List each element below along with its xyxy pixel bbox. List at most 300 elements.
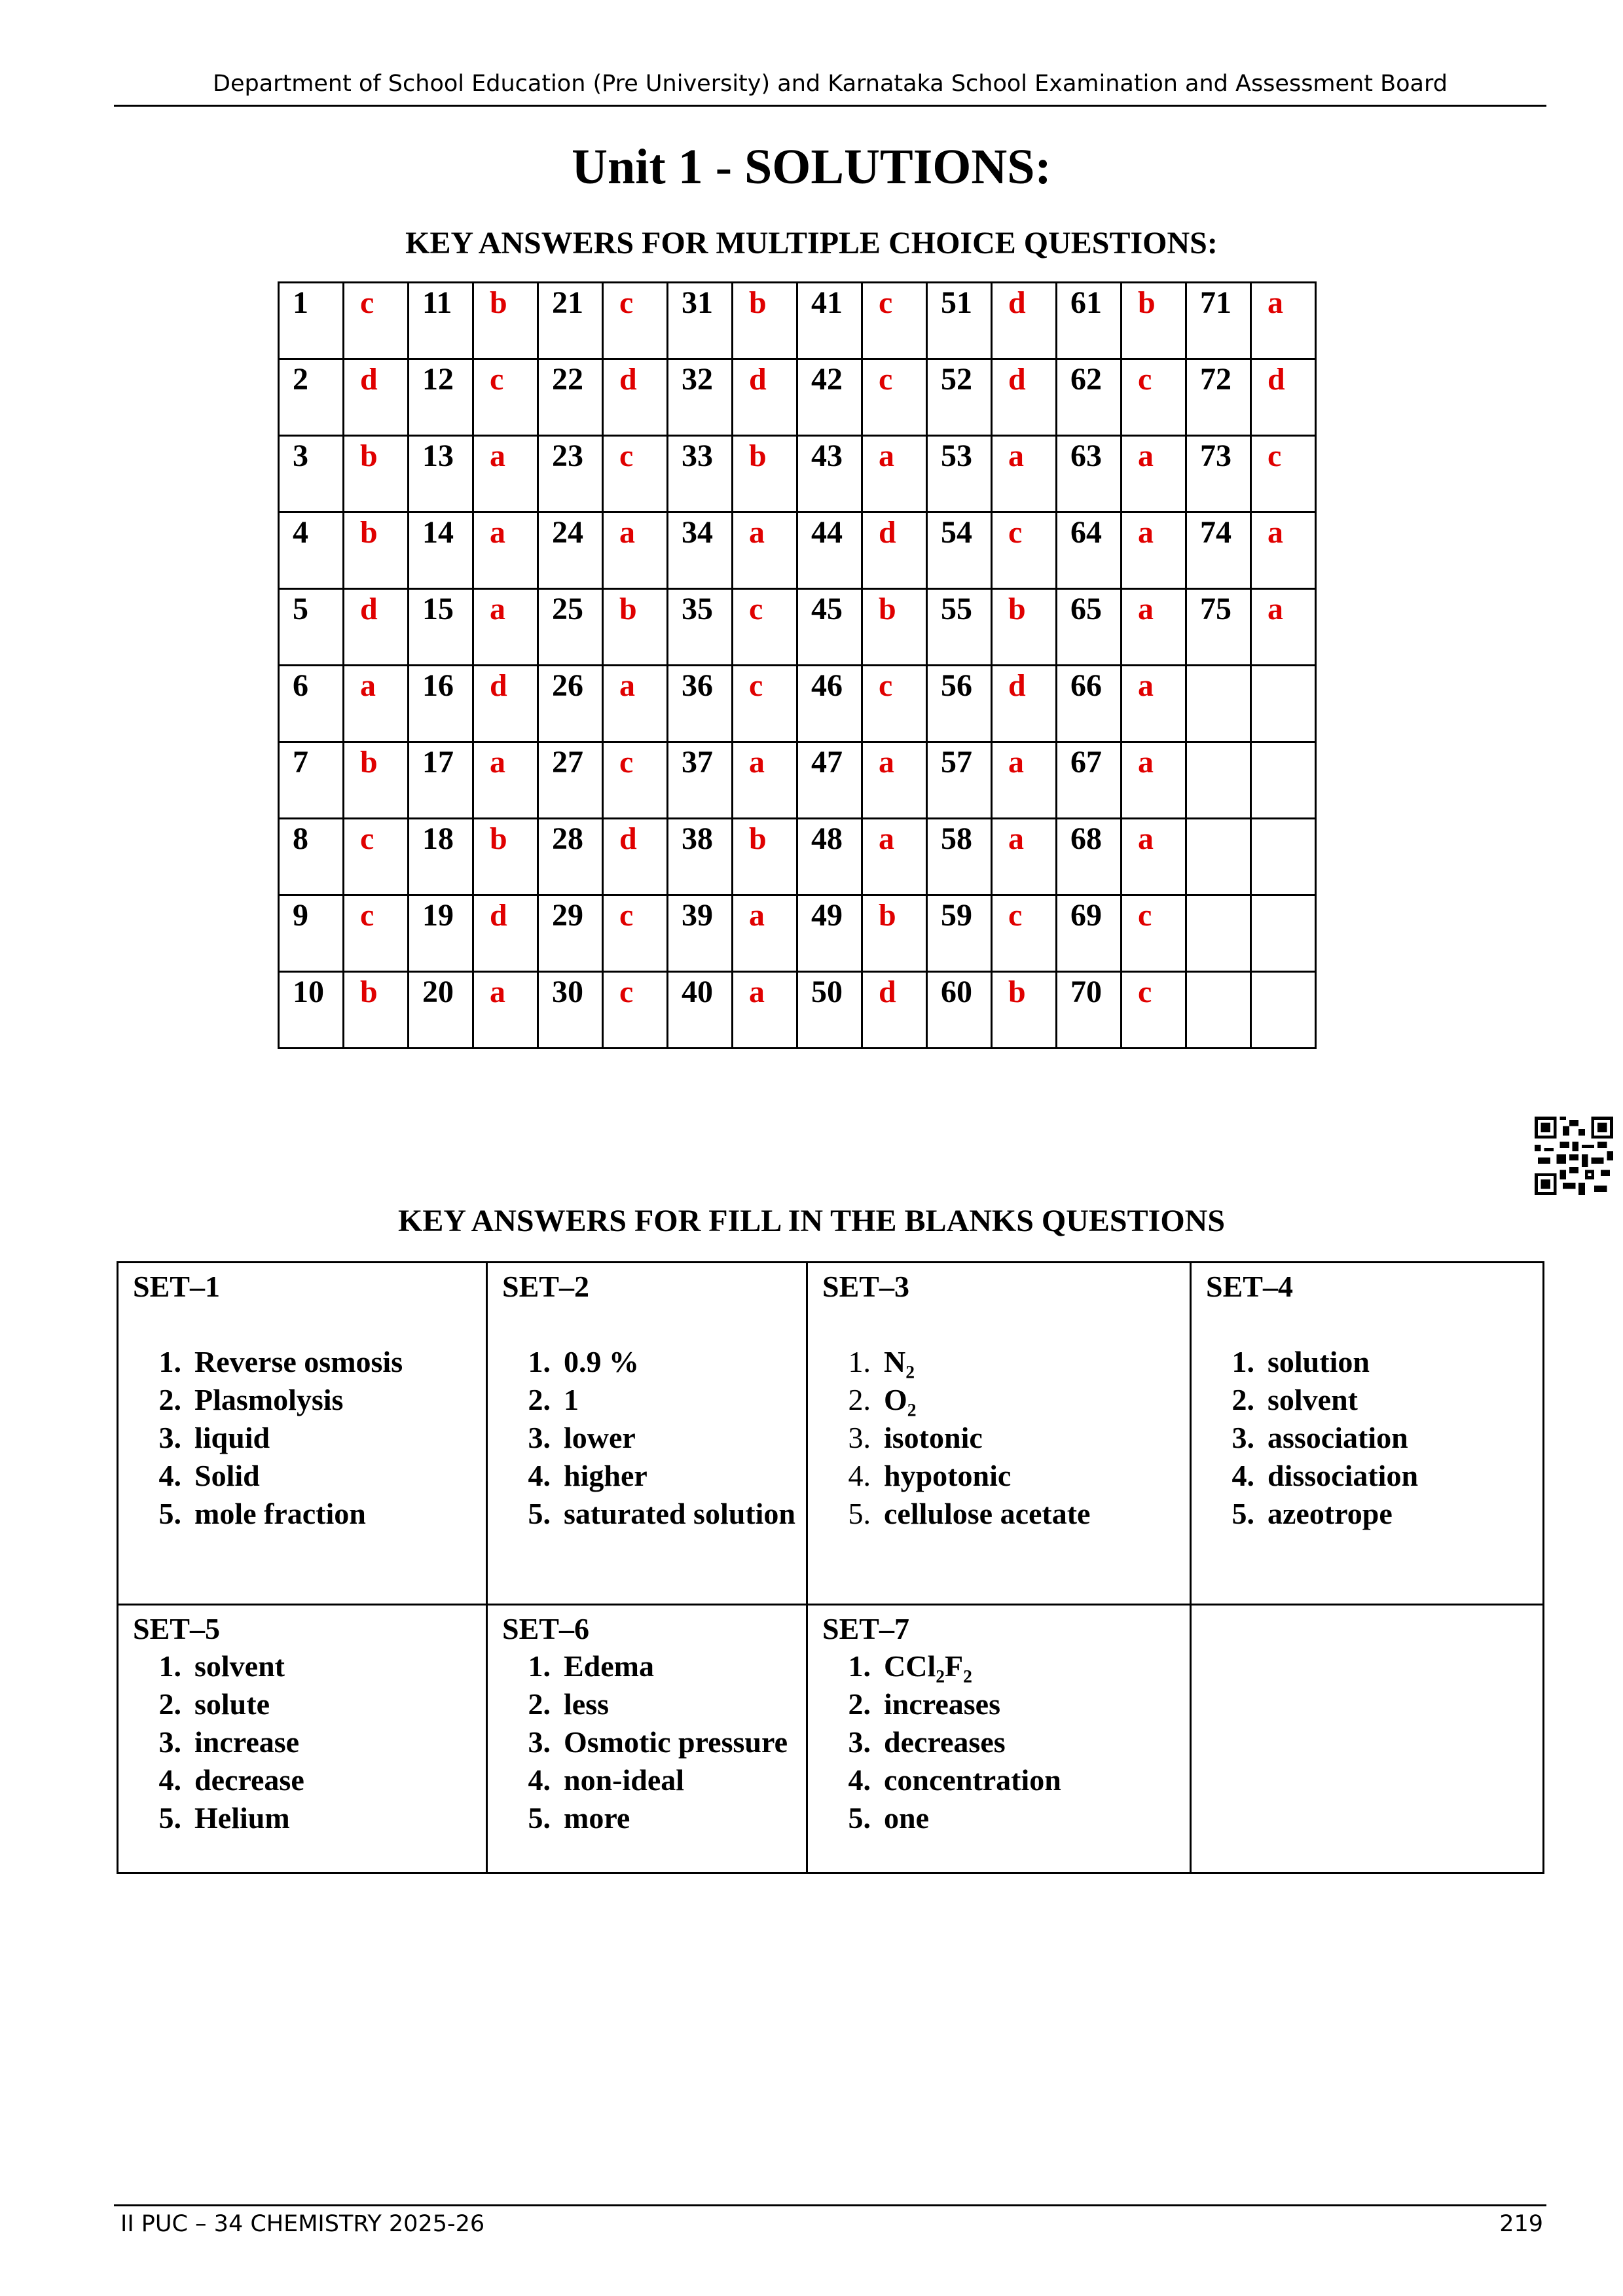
question-number: 17	[409, 742, 473, 819]
item-number: 3.	[1231, 1421, 1254, 1454]
item-number: 1.	[1231, 1345, 1254, 1378]
page-title: Unit 1 - SOLUTIONS:	[572, 139, 1051, 194]
item-text: CCl₂F₂	[884, 1649, 972, 1683]
answer-item	[822, 1381, 1190, 1419]
answer-option: a	[992, 742, 1057, 819]
question-number: 32	[668, 359, 733, 436]
answer-option: d	[344, 589, 409, 666]
answer-item	[502, 1799, 806, 1837]
question-number: 33	[668, 436, 733, 512]
answer-option: c	[862, 283, 927, 359]
item-text: saturated solution	[564, 1497, 795, 1530]
item-number: 1.	[528, 1345, 551, 1378]
fib-set-4	[1191, 1263, 1544, 1605]
answer-item	[822, 1685, 1190, 1723]
item-text: liquid	[194, 1421, 270, 1454]
item-text: azeotrope	[1267, 1497, 1393, 1530]
answer-option: d	[473, 666, 538, 742]
answer-item	[502, 1723, 806, 1761]
question-number: 31	[668, 283, 733, 359]
question-number: 57	[927, 742, 992, 819]
answer-list	[1206, 1343, 1542, 1533]
question-number: 13	[409, 436, 473, 512]
question-number: 34	[668, 512, 733, 589]
answer-option: a	[862, 742, 927, 819]
question-number: 69	[1057, 895, 1122, 972]
item-number: 1.	[158, 1345, 181, 1378]
answer-option: b	[1122, 283, 1186, 359]
answer-option: a	[344, 666, 409, 742]
answer-option: a	[1122, 436, 1186, 512]
set-title: SET–1	[133, 1270, 220, 1303]
set-title: SET–7	[822, 1612, 909, 1645]
answer-item	[133, 1761, 486, 1799]
answer-option: a	[1251, 589, 1316, 666]
answer-option: c	[344, 895, 409, 972]
item-text: cellulose acetate	[884, 1497, 1091, 1530]
answer-option: a	[733, 895, 797, 972]
item-text: higher	[564, 1459, 647, 1492]
question-number	[1186, 972, 1251, 1049]
question-number: 58	[927, 819, 992, 895]
question-number: 8	[279, 819, 344, 895]
mcq-row	[279, 972, 1316, 1049]
item-text: N₂	[884, 1345, 915, 1378]
question-number: 27	[538, 742, 603, 819]
question-number: 65	[1057, 589, 1122, 666]
answer-option: c	[862, 666, 927, 742]
answer-item	[822, 1457, 1190, 1495]
answer-option: c	[603, 895, 668, 972]
item-number: 4.	[158, 1763, 181, 1797]
answer-option: d	[992, 359, 1057, 436]
answer-item	[502, 1419, 806, 1457]
page-header: Department of School Education (Pre University) and Karnataka School Examination and Assessment Board	[213, 71, 1448, 97]
answer-option: b	[733, 436, 797, 512]
item-text: 0.9 %	[564, 1345, 639, 1378]
fib-set-1	[118, 1263, 487, 1605]
answer-option: a	[733, 742, 797, 819]
question-number: 50	[797, 972, 862, 1049]
answer-option: a	[733, 972, 797, 1049]
answer-option	[1251, 819, 1316, 895]
answer-item	[133, 1685, 486, 1723]
answer-option: c	[603, 972, 668, 1049]
answer-item	[502, 1647, 806, 1685]
item-number: 4.	[848, 1763, 871, 1797]
fib-empty-cell	[1191, 1605, 1544, 1873]
answer-option: a	[992, 819, 1057, 895]
question-number: 39	[668, 895, 733, 972]
question-number: 26	[538, 666, 603, 742]
item-number: 1.	[158, 1649, 181, 1683]
item-number: 2.	[1231, 1383, 1254, 1416]
item-number: 3.	[528, 1421, 551, 1454]
item-number: 4.	[528, 1459, 551, 1492]
item-text: Reverse osmosis	[194, 1345, 403, 1378]
question-number: 2	[279, 359, 344, 436]
question-number: 19	[409, 895, 473, 972]
question-number: 20	[409, 972, 473, 1049]
item-number: 2.	[528, 1687, 551, 1721]
question-number: 60	[927, 972, 992, 1049]
item-number: 5.	[528, 1801, 551, 1835]
answer-option: d	[344, 359, 409, 436]
mcq-row	[279, 589, 1316, 666]
item-text: Plasmolysis	[194, 1383, 344, 1416]
question-number: 56	[927, 666, 992, 742]
item-number: 4.	[848, 1459, 871, 1492]
answer-option: a	[603, 512, 668, 589]
question-number: 4	[279, 512, 344, 589]
answer-option: a	[992, 436, 1057, 512]
mcq-answer-table	[278, 281, 1317, 1049]
answer-option: d	[733, 359, 797, 436]
item-text: solvent	[194, 1649, 285, 1683]
item-number: 4.	[1231, 1459, 1254, 1492]
question-number: 68	[1057, 819, 1122, 895]
answer-list	[502, 1647, 806, 1837]
fib-heading: KEY ANSWERS FOR FILL IN THE BLANKS QUESTIONS	[397, 1204, 1226, 1238]
answer-item	[133, 1419, 486, 1457]
answer-option	[1251, 742, 1316, 819]
item-number: 3.	[158, 1725, 181, 1759]
question-number: 9	[279, 895, 344, 972]
question-number: 29	[538, 895, 603, 972]
set-title: SET–4	[1206, 1270, 1293, 1303]
item-text: concentration	[884, 1763, 1061, 1797]
answer-option: c	[992, 895, 1057, 972]
question-number: 71	[1186, 283, 1251, 359]
answer-option: a	[473, 972, 538, 1049]
answer-option: a	[1122, 742, 1186, 819]
item-number: 1.	[848, 1649, 871, 1683]
answer-option: a	[1251, 512, 1316, 589]
answer-option: d	[1251, 359, 1316, 436]
answer-option: a	[473, 436, 538, 512]
item-number: 2.	[848, 1383, 871, 1416]
fib-answer-table	[117, 1261, 1544, 1874]
answer-item	[133, 1799, 486, 1837]
question-number: 7	[279, 742, 344, 819]
question-number: 30	[538, 972, 603, 1049]
question-number: 18	[409, 819, 473, 895]
question-number	[1186, 666, 1251, 742]
answer-option	[1251, 666, 1316, 742]
answer-item	[502, 1761, 806, 1799]
question-number: 54	[927, 512, 992, 589]
answer-list	[133, 1343, 486, 1533]
question-number: 42	[797, 359, 862, 436]
answer-option: b	[344, 742, 409, 819]
answer-item	[502, 1685, 806, 1723]
item-text: Edema	[564, 1649, 654, 1683]
item-text: hypotonic	[884, 1459, 1012, 1492]
answer-item	[1206, 1495, 1542, 1533]
item-number: 4.	[528, 1763, 551, 1797]
answer-option: b	[862, 895, 927, 972]
page-number: 219	[1499, 2211, 1543, 2237]
answer-option: a	[733, 512, 797, 589]
question-number	[1186, 895, 1251, 972]
question-number: 12	[409, 359, 473, 436]
answer-option: b	[733, 283, 797, 359]
answer-option	[1251, 895, 1316, 972]
question-number: 45	[797, 589, 862, 666]
answer-option: c	[473, 359, 538, 436]
answer-option: c	[1122, 359, 1186, 436]
answer-option: d	[603, 819, 668, 895]
answer-option: a	[1122, 666, 1186, 742]
answer-item	[133, 1457, 486, 1495]
answer-option: a	[862, 819, 927, 895]
answer-option: d	[862, 972, 927, 1049]
question-number: 44	[797, 512, 862, 589]
answer-option: a	[862, 436, 927, 512]
question-number: 74	[1186, 512, 1251, 589]
item-text: Helium	[194, 1801, 290, 1835]
item-number: 4.	[158, 1459, 181, 1492]
answer-item	[822, 1799, 1190, 1837]
item-number: 2.	[848, 1687, 871, 1721]
answer-item	[133, 1723, 486, 1761]
question-number: 51	[927, 283, 992, 359]
answer-option: c	[603, 436, 668, 512]
answer-item	[133, 1343, 486, 1381]
mcq-row	[279, 895, 1316, 972]
qr-code-icon	[1535, 1117, 1613, 1195]
fib-set-6	[487, 1605, 807, 1873]
set-title: SET–5	[133, 1612, 220, 1645]
answer-option: c	[344, 283, 409, 359]
question-number: 70	[1057, 972, 1122, 1049]
footer-rule	[114, 2204, 1546, 2206]
answer-option: c	[1251, 436, 1316, 512]
question-number: 22	[538, 359, 603, 436]
question-number: 5	[279, 589, 344, 666]
answer-option: c	[344, 819, 409, 895]
mcq-row	[279, 819, 1316, 895]
answer-option: a	[1122, 819, 1186, 895]
answer-list	[822, 1343, 1190, 1533]
answer-option: b	[344, 512, 409, 589]
question-number: 66	[1057, 666, 1122, 742]
item-text: Osmotic pressure	[564, 1725, 788, 1759]
item-number: 3.	[158, 1421, 181, 1454]
question-number: 37	[668, 742, 733, 819]
answer-list	[822, 1647, 1190, 1837]
question-number: 73	[1186, 436, 1251, 512]
question-number: 10	[279, 972, 344, 1049]
answer-option: c	[862, 359, 927, 436]
item-text: decrease	[194, 1763, 304, 1797]
set-title: SET–3	[822, 1270, 909, 1303]
question-number: 62	[1057, 359, 1122, 436]
answer-option: d	[603, 359, 668, 436]
mcq-row	[279, 512, 1316, 589]
item-number: 1.	[528, 1649, 551, 1683]
mcq-row	[279, 359, 1316, 436]
answer-item	[133, 1495, 486, 1533]
answer-option: c	[603, 283, 668, 359]
question-number: 63	[1057, 436, 1122, 512]
item-number: 2.	[528, 1383, 551, 1416]
mcq-row	[279, 283, 1316, 359]
question-number: 36	[668, 666, 733, 742]
item-text: 1	[564, 1383, 579, 1416]
question-number: 59	[927, 895, 992, 972]
question-number: 72	[1186, 359, 1251, 436]
question-number: 55	[927, 589, 992, 666]
question-number: 16	[409, 666, 473, 742]
answer-option: c	[603, 742, 668, 819]
answer-item	[133, 1647, 486, 1685]
item-number: 5.	[528, 1497, 551, 1530]
answer-option: c	[992, 512, 1057, 589]
item-text: mole fraction	[194, 1497, 366, 1530]
question-number	[1186, 819, 1251, 895]
question-number: 46	[797, 666, 862, 742]
answer-option: a	[473, 589, 538, 666]
answer-option: d	[473, 895, 538, 972]
answer-item	[822, 1761, 1190, 1799]
item-text: solute	[194, 1687, 270, 1721]
item-text: association	[1267, 1421, 1408, 1454]
mcq-heading: KEY ANSWERS FOR MULTIPLE CHOICE QUESTIONS:	[405, 226, 1218, 260]
question-number: 75	[1186, 589, 1251, 666]
item-number: 1.	[848, 1345, 871, 1378]
answer-option: c	[733, 589, 797, 666]
answer-option: a	[1251, 283, 1316, 359]
question-number: 35	[668, 589, 733, 666]
item-text: less	[564, 1687, 609, 1721]
answer-item	[133, 1381, 486, 1419]
item-text: lower	[564, 1421, 636, 1454]
question-number: 52	[927, 359, 992, 436]
item-text: isotonic	[884, 1421, 983, 1454]
answer-item	[502, 1495, 806, 1533]
item-text: increases	[884, 1687, 1001, 1721]
answer-option: c	[1122, 895, 1186, 972]
answer-option: b	[473, 819, 538, 895]
question-number: 1	[279, 283, 344, 359]
answer-option: c	[1122, 972, 1186, 1049]
answer-item	[1206, 1343, 1542, 1381]
footer-course: II PUC – 34 CHEMISTRY 2025-26	[120, 2211, 485, 2237]
item-number: 3.	[848, 1725, 871, 1759]
answer-item	[822, 1419, 1190, 1457]
question-number	[1186, 742, 1251, 819]
answer-option: a	[1122, 512, 1186, 589]
answer-option: a	[603, 666, 668, 742]
answer-item	[502, 1457, 806, 1495]
answer-option: a	[473, 742, 538, 819]
item-number: 5.	[848, 1497, 871, 1530]
question-number: 38	[668, 819, 733, 895]
answer-item	[822, 1343, 1190, 1381]
answer-item	[1206, 1457, 1542, 1495]
answer-option: b	[344, 436, 409, 512]
question-number: 3	[279, 436, 344, 512]
answer-item	[1206, 1381, 1542, 1419]
mcq-row	[279, 742, 1316, 819]
answer-item	[822, 1723, 1190, 1761]
item-text: one	[884, 1801, 929, 1835]
item-text: dissociation	[1267, 1459, 1419, 1492]
answer-option: b	[992, 972, 1057, 1049]
question-number: 40	[668, 972, 733, 1049]
question-number: 15	[409, 589, 473, 666]
mcq-row	[279, 436, 1316, 512]
item-text: solvent	[1267, 1383, 1358, 1416]
item-text: increase	[194, 1725, 300, 1759]
question-number: 53	[927, 436, 992, 512]
fib-set-7	[807, 1605, 1191, 1873]
fib-set-3	[807, 1263, 1191, 1605]
answer-list	[133, 1647, 486, 1837]
question-number: 6	[279, 666, 344, 742]
mcq-row	[279, 666, 1316, 742]
question-number: 49	[797, 895, 862, 972]
set-title: SET–2	[502, 1270, 589, 1303]
answer-option: b	[344, 972, 409, 1049]
item-number: 5.	[848, 1801, 871, 1835]
question-number: 47	[797, 742, 862, 819]
answer-list	[502, 1343, 806, 1533]
question-number: 67	[1057, 742, 1122, 819]
item-number: 5.	[158, 1801, 181, 1835]
item-text: decreases	[884, 1725, 1006, 1759]
question-number: 11	[409, 283, 473, 359]
item-number: 5.	[158, 1497, 181, 1530]
answer-option: d	[992, 666, 1057, 742]
question-number: 24	[538, 512, 603, 589]
set-title: SET–6	[502, 1612, 589, 1645]
question-number: 61	[1057, 283, 1122, 359]
header-rule	[114, 105, 1546, 107]
item-text: solution	[1267, 1345, 1370, 1378]
item-text: Solid	[194, 1459, 260, 1492]
answer-option: a	[473, 512, 538, 589]
answer-item	[822, 1495, 1190, 1533]
question-number: 25	[538, 589, 603, 666]
question-number: 21	[538, 283, 603, 359]
question-number: 43	[797, 436, 862, 512]
answer-option: b	[473, 283, 538, 359]
question-number: 41	[797, 283, 862, 359]
answer-item	[502, 1381, 806, 1419]
answer-option: b	[603, 589, 668, 666]
question-number: 28	[538, 819, 603, 895]
item-text: O₂	[884, 1383, 917, 1416]
answer-item	[822, 1647, 1190, 1685]
answer-option: a	[1122, 589, 1186, 666]
item-number: 2.	[158, 1687, 181, 1721]
question-number: 64	[1057, 512, 1122, 589]
answer-option: b	[862, 589, 927, 666]
fib-set-5	[118, 1605, 487, 1873]
item-number: 2.	[158, 1383, 181, 1416]
question-number: 23	[538, 436, 603, 512]
fib-set-2	[487, 1263, 807, 1605]
answer-item	[502, 1343, 806, 1381]
question-number: 48	[797, 819, 862, 895]
answer-item	[1206, 1419, 1542, 1457]
item-text: more	[564, 1801, 630, 1835]
item-text: non-ideal	[564, 1763, 685, 1797]
answer-option: d	[862, 512, 927, 589]
item-number: 5.	[1231, 1497, 1254, 1530]
